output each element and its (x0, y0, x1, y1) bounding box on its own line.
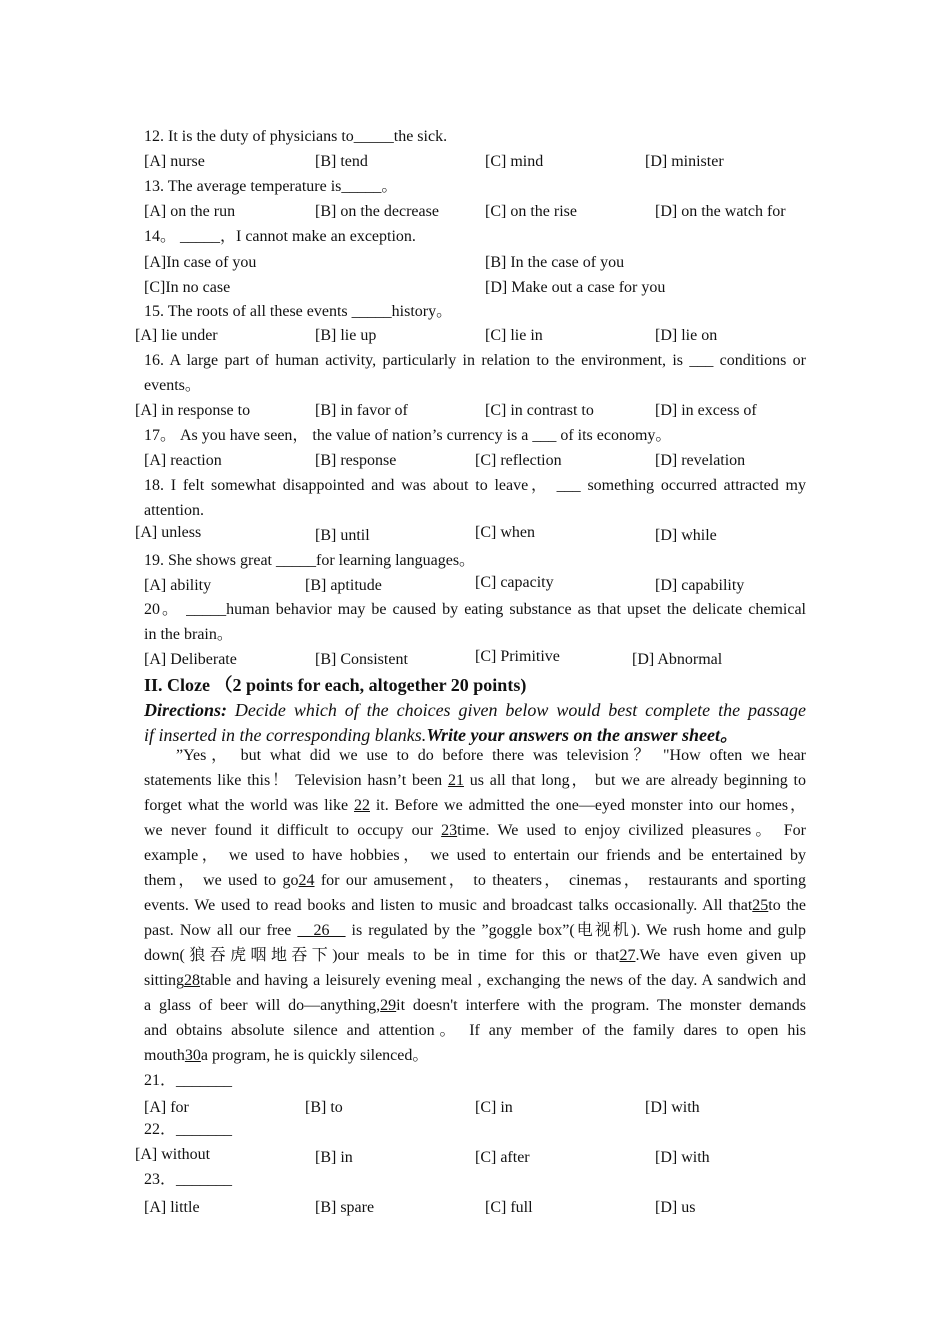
passage-text: events. We used to read books and listen to music and broadcast talks occasionally. All that (144, 897, 753, 914)
passage-text: sitting (144, 972, 185, 989)
question-18-stem-line2: attention. (144, 502, 204, 519)
q23-option-c: [C] full (485, 1199, 533, 1216)
q14-option-d: [D] Make out a case for you (485, 279, 666, 296)
passage-line-4 (144, 821, 806, 841)
passage-line-6 (144, 871, 806, 891)
passage-line-7 (144, 896, 806, 916)
passage-line-2 (144, 771, 806, 791)
passage-line-3 (144, 796, 806, 816)
passage-line-10 (144, 971, 806, 991)
passage-text: forget what the world was like (144, 797, 354, 814)
passage-text: mouth (144, 1047, 185, 1064)
q18-option-d: [D] while (655, 527, 717, 544)
q20-option-a: [A] Deliberate (144, 651, 237, 668)
passage-text: it doesn't interfere with the program. The monster demands (396, 997, 807, 1014)
q22-option-b: [B] in (315, 1149, 353, 1166)
q14-option-b: [B] In the case of you (485, 254, 625, 271)
question-12-stem: 12. It is the duty of physicians to_____the sick. (144, 128, 448, 145)
q12-option-c: [C] mind (485, 153, 544, 170)
directions-text-2: if inserted in the corresponding blanks. (144, 725, 427, 745)
q21-option-d: [D] with (645, 1099, 700, 1116)
passage-line-1: ”Yes， but what did we use to do before there was television？ "How often we hear (176, 747, 807, 764)
directions-line2 (144, 724, 738, 748)
question-18-stem-line1: 18. I felt somewhat disappointed and was about to leave， ___ something occurred attracted my (144, 477, 806, 494)
question-20-stem-line1: 20。 _____human behavior may be caused by eating substance as that upset the delicate chemical (144, 601, 806, 618)
q16-option-c: [C] in contrast to (485, 402, 594, 419)
q12-option-b: [B] tend (315, 153, 368, 170)
passage-text: table and having a leisurely evening meal , exchanging the news of the day. A sandwich and (200, 972, 806, 989)
question-20-stem-line2: in the brain。 (144, 626, 233, 643)
passage-text: down(狼吞虎咽地吞下)our meals to be in time for this or that (144, 947, 620, 964)
question-16-stem-line1: 16. A large part of human activity, particularly in relation to the environment, is ___ conditions or (144, 352, 806, 369)
passage-text: past. Now all our free (144, 922, 298, 939)
blank-21: 21 (447, 772, 464, 789)
question-19-stem: 19. She shows great _____for learning languages。 (144, 552, 476, 569)
blank-26: __26__ (297, 922, 346, 939)
directions-line1 (144, 699, 806, 723)
passage-text: statements like this！ Television hasn’t been (144, 772, 448, 789)
passage-text: we never found it difficult to occupy our (144, 822, 442, 839)
blank-22: 22 (353, 797, 370, 814)
blank-27: 27 (619, 947, 636, 964)
q15-option-a: [A] lie under (135, 327, 218, 344)
q18-option-b: [B] until (315, 527, 370, 544)
q16-option-b: [B] in favor of (315, 402, 408, 419)
question-17-stem: 17。 As you have seen， the value of nation’s currency is a ___ of its economy。 (144, 427, 672, 444)
q23-option-a: [A] little (144, 1199, 200, 1216)
q13-option-c: [C] on the rise (485, 203, 577, 220)
directions-text-1: Decide which of the choices given below would best complete the passage (227, 700, 806, 720)
q20-option-b: [B] Consistent (315, 651, 408, 668)
blank-30: 30 (184, 1047, 201, 1064)
question-13-stem: 13. The average temperature is_____。 (144, 178, 398, 195)
q12-option-a: [A] nurse (144, 153, 205, 170)
q17-option-b: [B] response (315, 452, 397, 469)
q17-option-a: [A] reaction (144, 452, 222, 469)
section-2-heading: II. Cloze （2 points for each, altogether 20 points) (144, 675, 527, 695)
q21-option-b: [B] to (305, 1099, 343, 1116)
q18-option-a: [A] unless (135, 524, 202, 541)
q22-option-a: [A] without (135, 1146, 211, 1163)
q12-option-d: [D] minister (645, 153, 724, 170)
passage-text: .We have even given up (635, 947, 807, 964)
passage-line-5: example， we used to have hobbies， we used to entertain our friends and be entertained by (144, 847, 807, 864)
q20-option-d: [D] Abnormal (632, 651, 723, 668)
passage-text: them， we used to go (144, 872, 299, 889)
q21-option-a: [A] for (144, 1099, 189, 1116)
question-23-stem: 23．_______ (144, 1171, 233, 1188)
passage-line-9 (144, 946, 806, 966)
blank-28: 28 (184, 972, 201, 989)
q21-option-c: [C] in (475, 1099, 513, 1116)
q16-option-d: [D] in excess of (655, 402, 757, 419)
question-14-stem: 14。 _____，I cannot make an exception. (144, 228, 416, 245)
q19-option-b: [B] aptitude (305, 577, 382, 594)
q13-option-b: [B] on the decrease (315, 203, 439, 220)
directions-label: Directions: (144, 700, 227, 720)
q14-option-c: [C]In no case (144, 279, 231, 296)
q22-option-c: [C] after (475, 1149, 530, 1166)
q17-option-d: [D] revelation (655, 452, 746, 469)
passage-text: is regulated by the ”goggle box”(电视机). We rush home and gulp (345, 922, 806, 939)
q22-option-d: [D] with (655, 1149, 710, 1166)
q13-option-a: [A] on the run (144, 203, 236, 220)
q16-option-a: [A] in response to (135, 402, 251, 419)
blank-25: 25 (752, 897, 769, 914)
passage-line-12: and obtains absolute silence and attention。 If any member of the family dares to open his (144, 1022, 806, 1039)
question-21-stem: 21．_______ (144, 1072, 233, 1089)
q15-option-c: [C] lie in (485, 327, 543, 344)
q18-option-c: [C] when (475, 524, 535, 541)
blank-23: 23 (441, 822, 458, 839)
directions-bold: Write your answers on the answer sheet。 (426, 725, 739, 745)
q15-option-b: [B] lie up (315, 327, 377, 344)
q19-option-a: [A] ability (144, 577, 212, 594)
blank-29: 29 (380, 997, 397, 1014)
q19-option-d: [D] capability (655, 577, 745, 594)
q17-option-c: [C] reflection (475, 452, 562, 469)
question-22-stem: 22．_______ (144, 1121, 233, 1138)
q15-option-d: [D] lie on (655, 327, 718, 344)
q14-option-a: [A]In case of you (144, 254, 257, 271)
passage-line-8 (144, 921, 806, 941)
passage-text: to the (768, 897, 807, 914)
q23-option-d: [D] us (655, 1199, 696, 1216)
q19-option-c: [C] capacity (475, 574, 554, 591)
question-16-stem-line2: events。 (144, 377, 201, 394)
passage-line-11 (144, 996, 806, 1016)
q13-option-d: [D] on the watch for (655, 203, 786, 220)
q20-option-c: [C] Primitive (475, 648, 560, 665)
passage-text: for our amusement， to theaters， cinemas， restaurants and sporting (314, 872, 806, 889)
question-15-stem: 15. The roots of all these events _____history。 (144, 303, 453, 320)
passage-text: it. Before we admitted the one—eyed monster into our homes， (369, 797, 806, 814)
blank-24: 24 (298, 872, 315, 889)
passage-text: a glass of beer will do—anything, (144, 997, 381, 1014)
passage-text: us all that long， but we are already beginning to (463, 772, 806, 789)
passage-text: time. We used to enjoy civilized pleasures。 For (457, 822, 806, 839)
q23-option-b: [B] spare (315, 1199, 375, 1216)
passage-text: a program, he is quickly silenced。 (200, 1047, 429, 1064)
passage-line-13 (144, 1046, 428, 1066)
